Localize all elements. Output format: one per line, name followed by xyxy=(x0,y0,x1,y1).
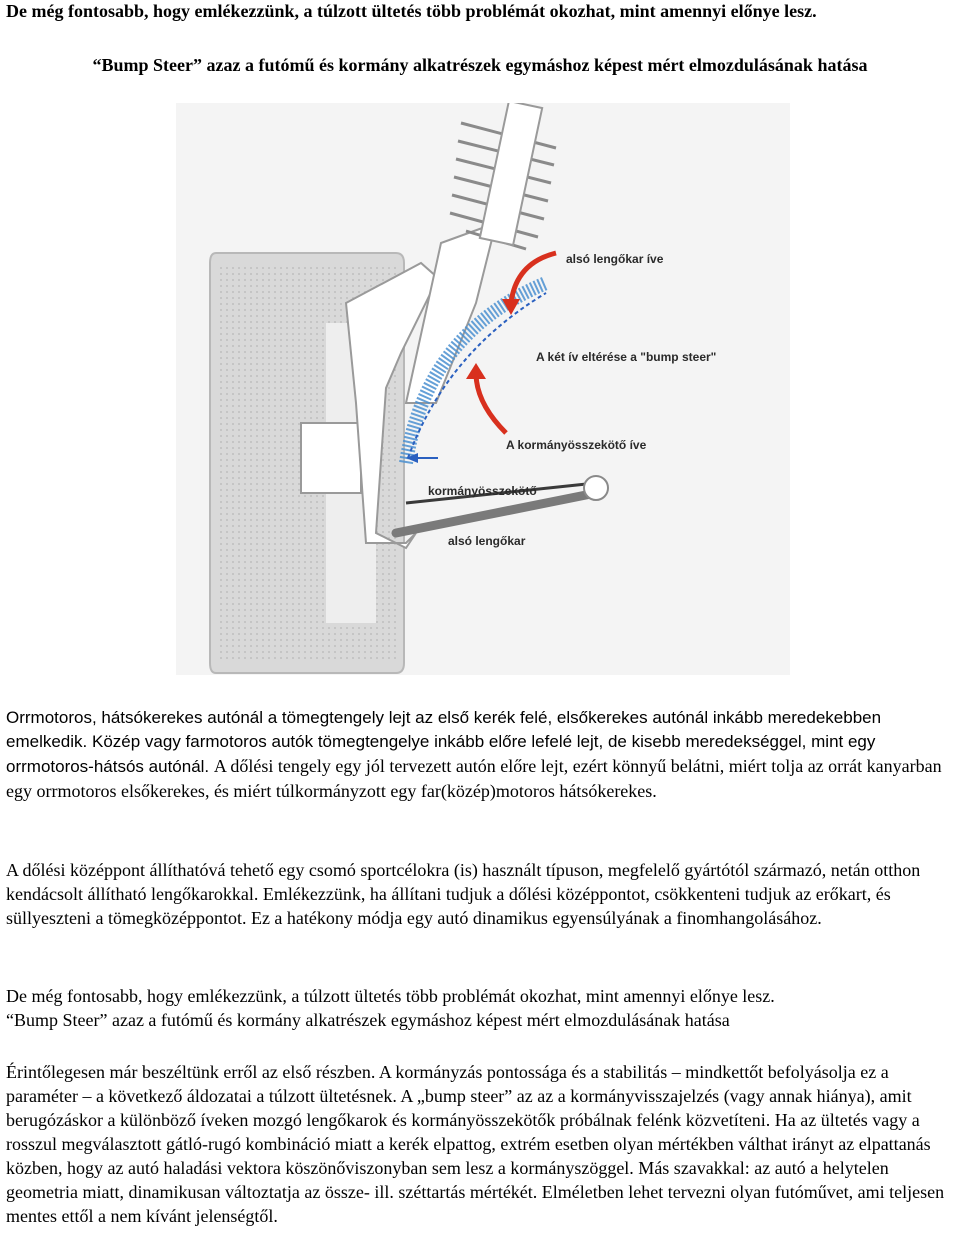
paragraph-1-sans: Orrmotoros, hátsókerekes autónál a tömegtengely lejt az első kerék felé, elsőkerekes autónál inkább meredekebben emelkedik. Közép vagy farmotoros autók tömegtengelye inkább előre lefelé lejt, de kisebb meredekséggel, mint egy orrmotoros-hátsós autónál. xyxy=(6,708,882,776)
label-lower-arm: alsó lengőkar xyxy=(448,534,526,548)
paragraph-2: A dőlési középpont állíthatóvá tehető egy csomó sportcélokra (is) használt típuson, megfelelő gyártótól származó, netán otthon kendácsolt állítható lengőkarokkal. Emlékezzünk, ha állítani tudjuk a dőlési középpontot, csökkenteni tudjuk az erőkart, és süllyeszteni a tömegközéppontot. Ez a hatékony módja egy autó dinamikus egyensúlyának a finomhangolásához. xyxy=(6,860,921,928)
hub xyxy=(301,423,361,493)
paragraph-3-line-2: “Bump Steer” azaz a futómű és kormány alkatrészek egymáshoz képest mért elmozdulásának hatása xyxy=(6,1010,730,1030)
label-lower-arm-arc: alsó lengőkar íve xyxy=(566,252,664,266)
arm-pivot xyxy=(584,476,608,500)
section-title: “Bump Steer” azaz a futómű és kormány alkatrészek egymáshoz képest mért elmozdulásának hatása xyxy=(92,55,868,75)
paragraph-4: Érintőlegesen már beszéltünk erről az első részben. A kormányzás pontossága és a stabilitás – mindkettőt befolyásolja ez a paraméter – a következő áldozatai a túlzott ültetésnek. A „bump steer” az az a kormányvisszajelzés (vagy annak hiánya), amit berugózáskor a különböző íveken mozgó lengőkarok és kormányösszekötők próbálnak felénk közvetíteni. Ha az ültetés vagy a rosszul megválasztott gátló-rugó kombináció miatt a kerék elpattog, extrém esetben olyan mértékben válthat irányt az elpattanás közben, hogy az autó haladási vektora köszönőviszonyban sem lesz a kormányszöggel. Más szavakkal: az autó a helytelen geometria miatt, dinamikusan változtatja az össze- ill. széttartás mértékét. Elméletben lehet tervezni olyan futóművet, ami teljesen mentes ettől a nem kívánt jelenségtől. xyxy=(6,1062,945,1226)
paragraph-3-line-1: De még fontosabb, hogy emlékezzünk, a túlzott ültetés több problémát okozhat, mint amennyi előnye lesz. xyxy=(6,986,775,1006)
label-tie-rod: kormányösszekötő xyxy=(428,484,537,498)
diagram-svg xyxy=(176,103,790,675)
label-tie-rod-arc: A kormányösszekötő íve xyxy=(506,438,647,452)
label-bump-steer: A két ív eltérése a "bump steer" xyxy=(536,350,717,364)
paragraph-1 xyxy=(6,706,956,804)
intro-heading: De még fontosabb, hogy emlékezzünk, a túlzott ültetés több problémát okozhat, mint amennyi előnye lesz. xyxy=(6,1,817,21)
bump-steer-diagram xyxy=(176,103,790,675)
paragraph-1-serif: A dőlési tengely egy jól tervezett autón előre lejt, ezért könnyű belátni, miért tolja az orrát kanyarban egy orrmotoros elsőkerekes, és miért túlkormányzott egy far(közép)motoros hátsókerekes. xyxy=(6,756,942,801)
